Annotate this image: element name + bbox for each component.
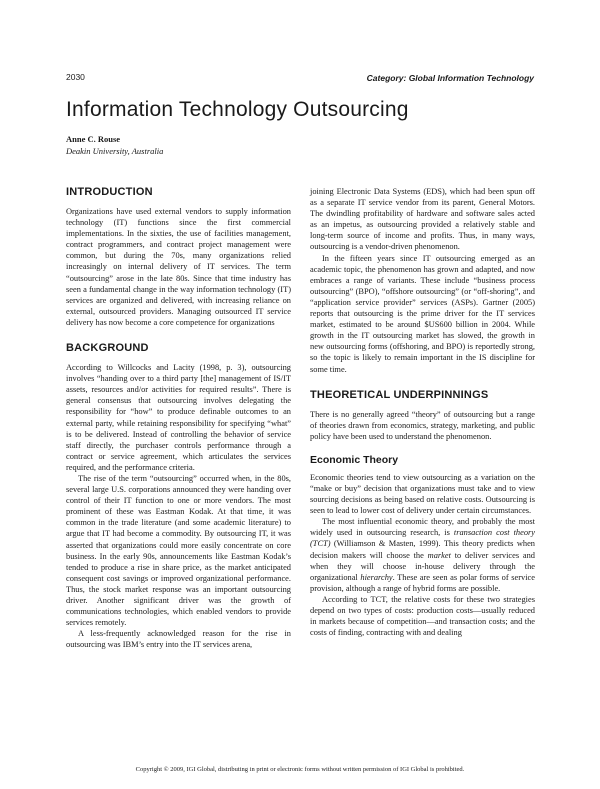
economic-theory-heading: Economic Theory <box>310 453 399 466</box>
term-hierarchy: hierarchy <box>360 572 393 582</box>
theoretical-paragraph: There is no generally agreed “theory” of outsourcing but a range of theories drawn from economics, strategy, marketing, and public policy have been used to understand the phenomenon. <box>310 409 535 441</box>
continued-paragraph: joining Electronic Data Systems (EDS), which had been spun off as a separate IT service vendor from its parent, General Motors. The dwindling profitability of hardware and software sales acted as an impetus, as outsourcing provided a relatively stable and long-term source of income and profits. Thus, in many ways, outsourcing is a vendor-driven phenomenon. <box>310 187 535 252</box>
theoretical-heading: THEORETICAL UNDERPINNINGS <box>310 388 489 401</box>
page-number: 2030 <box>66 72 85 82</box>
economic-paragraph-3: According to TCT, the relative costs for these two strategies depend on two types of costs: production costs—usually reduced in markets because of competition—and transaction costs; and the costs of finding, contracting with and dealing <box>310 594 535 638</box>
category-label: Category: Global Information Technology <box>366 73 534 83</box>
copyright-footer: Copyright © 2009, IGI Global, distributing in print or electronic forms without written permission of IGI Global is prohibited. <box>135 766 465 773</box>
right-column <box>310 186 535 638</box>
background-heading: BACKGROUND <box>66 342 149 355</box>
introduction-paragraph: Organizations have used external vendors to supply information technology (IT) functions since the first commercial implementations. In the sixties, the use of facilities management, contract programmers, and contract project management were common, but during the 70s, many organizations relied increasingly on internal delivery of IT services. The term “outsourcing” arose in the late 80s. Since that time industry has seen a fundamental change in the way information technology (IT) services are organized and delivered, with increasing reliance on external, outsourced providers. Managing outsourced IT service delivery has now become a core competence for organizations <box>66 207 291 327</box>
background-paragraph-1: According to Willcocks and Lacity (1998, p. 3), outsourcing involves “handing over to a third party [the] management of IS/IT assets, resources and/or activities for required results”. There is general consensus that outsourcing involves delegating the responsibility for “how” to produce definable outcomes to an external party, while retaining responsibility for specifying “what” is to be delivered. Instead of controlling the behavior of service staff directly, the purchaser controls performance through a contract or service agreement, which articulates the services required, and the performance criteria. <box>66 363 291 472</box>
introduction-heading: INTRODUCTION <box>66 186 153 198</box>
economic-paragraph-2: The most influential economic theory, and probably the most widely used in outsourcing research, is transaction cost theory (TCT) (Williamson & Masten, 1999). This theory predicts when decision makers will choose the market to deliver services and when they will choose in-house delivery through the organizational hierarchy. These are seen as polar forms of service provision, although a range of hybrid forms are possible. <box>310 517 535 593</box>
author-affiliation: Deakin University, Australia <box>66 146 164 156</box>
term-tct: transaction cost theory (TCT) <box>310 528 535 549</box>
background-paragraph-3: A less-frequently acknowledged reason for the rise in outsourcing was IBM’s entry into the IT services arena, <box>66 629 291 650</box>
left-column <box>66 186 291 650</box>
economic-paragraph-1: Economic theories tend to view outsourcing as a variation on the “make or buy” decision that organizations must take and to view sourcing decisions as being based on relative costs. Outsourcing is seen to lead to lower cost of delivery under certain circumstances. <box>310 472 535 516</box>
term-market: market <box>427 550 451 560</box>
author-name: Anne C. Rouse <box>66 134 121 144</box>
article-title: Information Technology Outsourcing <box>66 98 409 121</box>
background-paragraph-2: The rise of the term “outsourcing” occurred when, in the 80s, several large U.S. corporations announced they were handing over control of their IT function to one or more vendors. The most prominent of these was Eastman Kodak. At that time, it was common in the trade literature (and some academic literature) to argue that IT had become a commodity. By outsourcing IT, it was asserted that organizations could more easily concentrate on core business. In the early 90s, announcements like Eastman Kodak’s tended to produce a rise in share price, as the market anticipated consequent cost savings or improved organizational performance. Thus, the stock market response was an important outsourcing driver. Another significant driver was the growth of communications technologies, which enabled vendors to provide services remotely. <box>66 473 291 628</box>
growth-paragraph: In the fifteen years since IT outsourcing emerged as an academic topic, the phenomenon has grown and adapted, and now embraces a range of variants. These include “business process outsourcing” (BPO), “offshore outsourcing” (or “off-shoring”, and “application service provider” services (ASPs). Gartner (2005) reports that outsourcing is the prime driver for the IT services market, estimated to be around $US600 billion in 2004. While growth in the IT outsourcing market has slowed, the growth in new outsourcing forms (offshoring, and BPO) is reportedly strong, so the topic is likely to remain important in the IS discipline for some time. <box>310 253 535 374</box>
